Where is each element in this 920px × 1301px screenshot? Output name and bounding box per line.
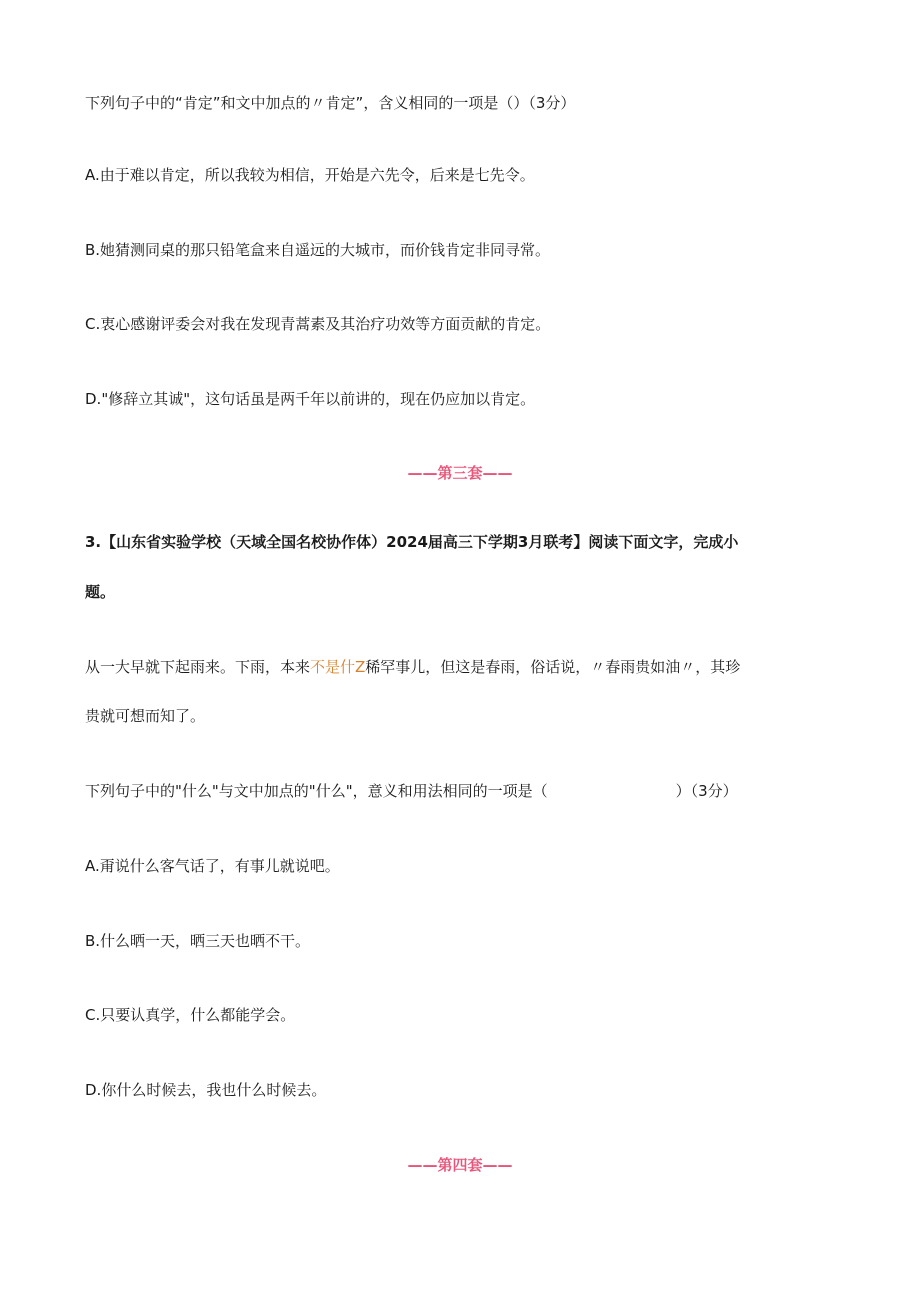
passage-continued: 贵就可想而知了。 [85,707,206,725]
passage-text-2: 稀罕事儿，但这是春雨，俗话说，〃春雨贵如油〃，其珍 [365,658,741,676]
section-divider-set4: ——第四套—— [407,1156,513,1174]
question-3-heading-continued: 题。 [85,583,116,601]
option-b: B.她猜测同桌的那只铅笔盒来自遥远的大城市，而价钱肯定非同寻常。 [85,241,551,259]
option-c: C.衷心感谢评委会对我在发现青蒿素及其治疗功效等方面贡献的肯定。 [85,315,551,333]
passage [85,656,740,678]
question-3-text: 下列句子中的"什么"与文中加点的"什么"，意义和用法相同的一项是（ [85,782,548,800]
option-c: C.只要认真学，什么都能学会。 [85,1006,296,1024]
question-3-score: ）（3分） [675,782,738,800]
section-divider-set3: ——第三套—— [407,464,513,482]
option-b: B.什么晒一天，晒三天也晒不干。 [85,932,311,950]
option-a: A.由于难以肯定，所以我较为相信，开始是六先令，后来是七先令。 [85,166,535,184]
question-2: 下列句子中的“肯定”和文中加点的〃肯定”，含义相同的一项是（）（3分） [85,94,576,112]
option-d: D."修辞立其诚"，这句话虽是两千年以前讲的，现在仍应加以肯定。 [85,390,536,408]
passage-highlight: 不是什Z [310,658,366,676]
passage-text-1: 从一大早就下起雨来。下雨，本来 [85,658,311,676]
question-3 [85,780,738,802]
option-a: A.甭说什么客气话了，有事儿就说吧。 [85,857,340,875]
question-3-heading: 3.【山东省实验学校（天域全国名校协作体）2024届高三下学期3月联考】阅读下面文字，完成小 [85,533,739,551]
option-d: D.你什么时候去，我也什么时候去。 [85,1081,327,1099]
